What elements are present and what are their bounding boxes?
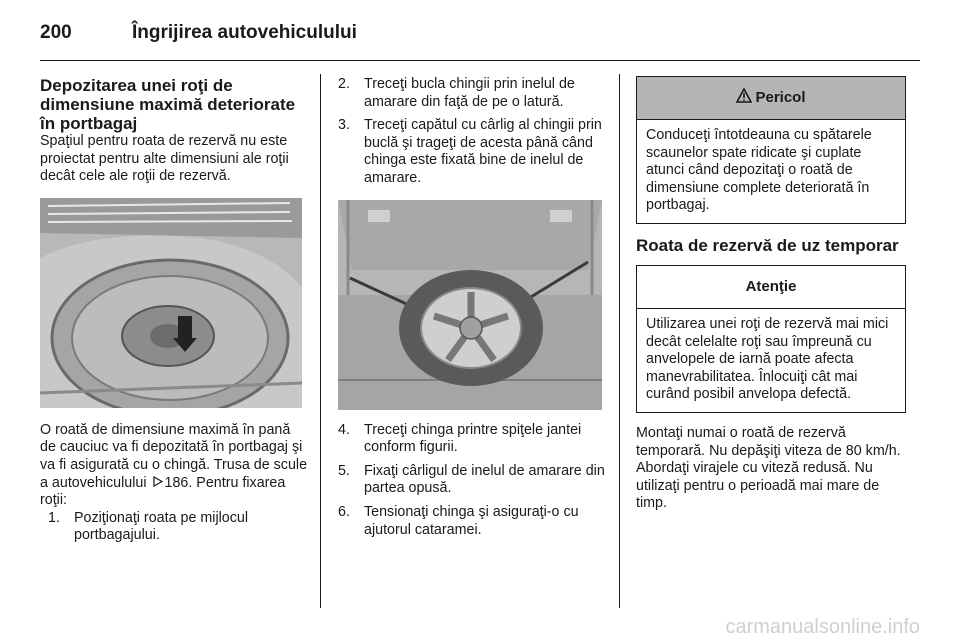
danger-box-text: Conduceţi întotdeauna cu spătarele scaunelor spate ridicate şi cuplate atunci când depozitaţi o roată de dimensiune complete deteriorată în portbagaj.: [646, 127, 872, 214]
step-list-2b: [338, 422, 608, 540]
column-divider-2: [619, 74, 620, 608]
intro-paragraph: Spaţiul pentru roata de rezervă nu este proiectat pentru alte dimensiuni ale roţii decât cele ale roţii de rezervă.: [40, 133, 289, 185]
list-item: 1. Poziţionaţi roata pe mijlocul portbagajului.: [48, 509, 249, 544]
caution-box: [636, 265, 906, 413]
site-watermark: carmanualsonline.info: [725, 616, 920, 638]
header-rule: [40, 60, 920, 61]
list-item: 2. Treceţi bucla chingii prin inelul de amarare din faţă de pe o latură.: [338, 76, 575, 110]
caution-box-title: Atenţie: [637, 266, 905, 309]
trunk-spare-well-illustration: [40, 198, 302, 408]
column-2: [338, 76, 608, 539]
list-item: 4. Treceţi chinga printre spiţele jantei conform figurii.: [338, 421, 582, 456]
section-heading-temporary-spare: Roata de rezervă de uz temporar: [636, 235, 899, 255]
section-heading-storage: Depozitarea unei roţi de dimensiune maximă deteriorate în portbagaj: [40, 76, 296, 133]
page-number: 200: [40, 22, 72, 43]
list-item: 5. Fixaţi cârligul de inelul de amarare din partea opusă.: [338, 462, 605, 497]
list-item: 3. Treceţi capătul cu cârlig al chingii prin buclă şi trageţi de acesta până când chinga este fixată bine de inelul de amarare.: [338, 117, 602, 186]
danger-box-header: [637, 77, 905, 120]
step-list-2a: [338, 76, 608, 188]
column-3: [636, 76, 906, 513]
column-divider-1: [320, 74, 321, 608]
body-paragraph: O roată de dimensiune maximă în pană de cauciuc va fi depozitată în portbagaj şi va fi asigurată cu o chingă. Trusa de scule a autovehiculului 186. Pentru fixarea roţii:: [40, 421, 308, 509]
page-title: Îngrijirea autovehiculului: [132, 22, 357, 43]
list-item: 6. Tensionaţi chinga şi asiguraţi-o cu ajutorul cataramei.: [338, 503, 579, 538]
warning-triangle-icon: [736, 88, 752, 103]
trunk-strap-wheel-illustration: [338, 200, 602, 410]
danger-box-title: Pericol: [755, 89, 806, 106]
column-1: [40, 76, 308, 545]
page-reference-icon: [153, 476, 163, 487]
step-list-1: [48, 510, 308, 545]
danger-box: [636, 76, 906, 224]
page-reference-number: 186: [164, 474, 189, 491]
closing-paragraph: Montaţi numai o roată de rezervă temporară. Nu depăşiţi viteza de 80 km/h. Abordaţi virajele cu viteză redusă. Nu utilizaţi pentru o perioadă mai mare de timp.: [636, 424, 901, 512]
caution-box-text: Utilizarea unei roţi de rezervă mai mici decât celelalte roţi sau împreună cu anvelopele de iarnă poate afecta manevrabilitatea. Înlocuiţi cât mai curând posibil anvelopa defectă.: [646, 315, 889, 403]
